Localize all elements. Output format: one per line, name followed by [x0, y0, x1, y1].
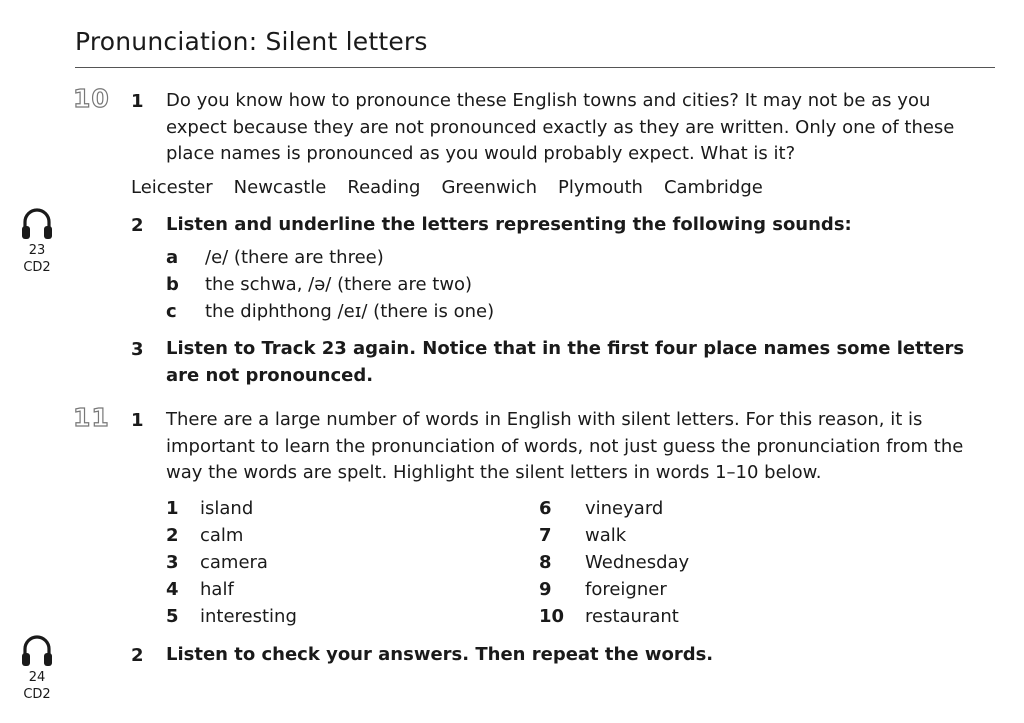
item-letter: a — [166, 247, 179, 268]
ex11-q1-text: There are a large number of words in English with silent letters. For this reason, it is important to learn the pronunciation of words, not just guess the pronunciation from the way the words are spelt. Highlight the silent letters in words 1–10 below. — [166, 409, 964, 483]
item-text: the schwa, /ə/ (there are two) — [205, 274, 473, 295]
word-text: camera — [200, 552, 268, 573]
word-item — [166, 579, 234, 600]
headphones-icon — [19, 206, 55, 240]
word-number: 10 — [539, 606, 565, 627]
word-number: 1 — [166, 498, 179, 519]
track-number: 24 — [28, 670, 46, 685]
sound-item — [166, 247, 384, 268]
word-text: walk — [585, 525, 627, 546]
sound-item — [166, 274, 472, 295]
word-text: island — [200, 498, 254, 519]
item-text: /e/ (there are three) — [205, 247, 384, 268]
word-text: restaurant — [585, 606, 679, 627]
word-item — [539, 525, 626, 546]
ex11-q2-number: 2 — [131, 645, 144, 666]
ex10-q2-text: Listen and underline the letters representing the following sounds: — [166, 214, 852, 235]
place-name: Newcastle — [233, 177, 327, 198]
page-title: Pronunciation: Silent letters — [75, 27, 428, 56]
word-number: 2 — [166, 525, 179, 546]
ex11-q2-text: Listen to check your answers. Then repeat the words. — [166, 644, 714, 665]
word-item — [539, 606, 679, 627]
word-number: 5 — [166, 606, 179, 627]
item-letter: b — [166, 274, 179, 295]
word-text: calm — [200, 525, 244, 546]
place-name: Leicester — [131, 177, 213, 198]
place-name: Reading — [347, 177, 421, 198]
ex10-q3-text: Listen to Track 23 again. Notice that in the first four place names some letters are not pronounced. — [166, 338, 965, 386]
audio-track-24 — [17, 633, 57, 703]
track-cd: CD2 — [23, 687, 51, 702]
word-text: interesting — [200, 606, 297, 627]
word-text: Wednesday — [585, 552, 690, 573]
word-item — [539, 579, 667, 600]
place-names-list — [131, 177, 763, 198]
track-number: 23 — [28, 243, 46, 258]
sound-item — [166, 301, 494, 322]
word-number: 6 — [539, 498, 552, 519]
word-item — [539, 498, 663, 519]
audio-track-23 — [17, 206, 57, 276]
exercise-10-number: 10 — [73, 84, 110, 113]
place-name: Greenwich — [441, 177, 537, 198]
place-name: Cambridge — [663, 177, 763, 198]
word-item — [539, 552, 689, 573]
word-number: 8 — [539, 552, 552, 573]
word-item — [166, 498, 253, 519]
word-text: vineyard — [585, 498, 664, 519]
word-number: 3 — [166, 552, 179, 573]
item-letter: c — [166, 301, 177, 322]
word-text: foreigner — [585, 579, 667, 600]
title-divider — [75, 67, 995, 68]
word-item — [166, 525, 243, 546]
word-text: half — [200, 579, 234, 600]
ex10-q3-number: 3 — [131, 339, 144, 360]
exercise-11-number: 11 — [73, 403, 110, 432]
word-item — [166, 606, 297, 627]
ex11-q1-number: 1 — [131, 410, 144, 431]
ex10-q1-number: 1 — [131, 91, 144, 112]
word-item — [166, 552, 268, 573]
word-number: 7 — [539, 525, 552, 546]
place-name: Plymouth — [558, 177, 643, 198]
ex10-q2-number: 2 — [131, 215, 144, 236]
word-number: 9 — [539, 579, 552, 600]
headphones-icon — [19, 633, 55, 667]
item-text: the diphthong /eɪ/ (there is one) — [205, 301, 495, 322]
track-cd: CD2 — [23, 260, 51, 275]
ex10-q1-text: Do you know how to pronounce these English towns and cities? It may not be as you expect because they are not pronounced exactly as they are written. Only one of these place names is pronounced as you would probably expect. What is it? — [166, 90, 955, 164]
word-number: 4 — [166, 579, 179, 600]
